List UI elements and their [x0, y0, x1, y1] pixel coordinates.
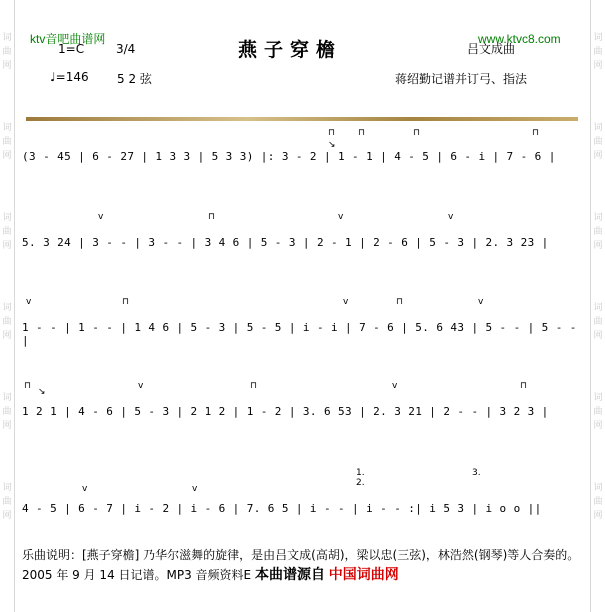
up-bow-mark: ⊓	[413, 128, 421, 138]
notation-text: 1 - - | 1 - - | 1 4 6 | 5 - 3 | 5 - 5 | i - i | 7 - 6 | 5. 6 43 | 5 - - | 5 - - |	[22, 321, 577, 347]
side-glyph: 词	[2, 33, 12, 43]
down-bow-mark: v	[478, 297, 484, 307]
slide-arrow-mark: ↘	[38, 387, 46, 397]
side-glyph: 词	[2, 483, 12, 493]
down-bow-mark: v	[448, 212, 454, 222]
side-glyph: 曲	[593, 317, 603, 327]
side-glyph: 网	[2, 151, 12, 161]
up-bow-mark: ⊓	[24, 381, 32, 391]
side-glyph: 词	[2, 303, 12, 313]
side-glyph: 网	[2, 61, 12, 71]
description-text: 乐曲说明：[燕子穿檐] 乃华尔滋舞的旋律，是由吕文成(高胡)，梁以忠(三弦)，林浩然(钢琴)等人合奏的。2005 年 9 月 14 日记谱。MP3 音频资料E	[22, 548, 580, 582]
down-bow-mark: v	[138, 381, 144, 391]
up-bow-mark: ⊓	[520, 381, 528, 391]
side-glyph: 曲	[593, 137, 603, 147]
side-glyph: 网	[593, 421, 603, 431]
music-line-2	[22, 204, 582, 264]
volta-bracket-second: 3.	[472, 468, 481, 478]
arranger-credit: 蒋绍勤记谱并订弓、指法	[395, 72, 528, 86]
notation-text: (3 - 45 | 6 - 27 | 1 3 3 | 5 3 3) |: 3 - 2 | 1 - 1 | 4 - 5 | 6 - i | 7 - 6 |	[22, 150, 556, 163]
up-bow-mark: ⊓	[358, 128, 366, 138]
side-glyph: 网	[2, 511, 12, 521]
source-site-link[interactable]: 中国词曲网	[328, 567, 399, 583]
side-glyph: 词	[593, 393, 603, 403]
side-glyph: 网	[2, 331, 12, 341]
up-bow-mark: ⊓	[122, 297, 130, 307]
side-glyph: 曲	[2, 317, 12, 327]
down-bow-mark: v	[26, 297, 32, 307]
side-glyph: 词	[593, 33, 603, 43]
key-signature: 1=C	[58, 42, 85, 56]
side-glyph: 词	[2, 123, 12, 133]
up-bow-mark: ⊓	[250, 381, 258, 391]
side-glyph: 词	[593, 213, 603, 223]
score-title: 燕子穿檐	[238, 39, 343, 61]
up-bow-mark: ⊓	[328, 128, 336, 138]
composer-credit: 吕文成曲	[467, 42, 516, 56]
tempo-marking: ♩=146	[50, 70, 89, 84]
side-glyph: 网	[593, 511, 603, 521]
up-bow-mark: ⊓	[396, 297, 404, 307]
side-glyph: 网	[593, 61, 603, 71]
side-glyph: 词	[2, 213, 12, 223]
time-signature: 3/4	[116, 42, 136, 56]
up-bow-mark: ⊓	[208, 212, 216, 222]
side-glyph: 曲	[2, 497, 12, 507]
notation-text: 5. 3 24 | 3 - - | 3 - - | 3 4 6 | 5 - 3 | 2 - 1 | 2 - 6 | 5 - 3 | 2. 3 23 |	[22, 236, 549, 249]
notation-text: 4 - 5 | 6 - 7 | i - 2 | i - 6 | 7. 6 5 | i - - | i - - :| i 5 3 | i o o ||	[22, 502, 542, 515]
side-glyph: 词	[593, 123, 603, 133]
down-bow-mark: v	[98, 212, 104, 222]
music-line-4	[22, 375, 582, 435]
side-glyph: 曲	[593, 407, 603, 417]
score-description	[22, 545, 587, 585]
side-glyph: 网	[593, 331, 603, 341]
watermark-right: www.ktvc8.com	[478, 32, 561, 46]
left-side-column	[0, 0, 15, 612]
down-bow-mark: v	[82, 484, 88, 494]
music-line-1	[22, 118, 582, 178]
down-bow-mark: v	[338, 212, 344, 222]
slide-arrow-mark: ↘	[328, 140, 336, 150]
string-tuning: 5 2 弦	[117, 72, 152, 86]
music-line-5	[22, 462, 582, 522]
side-glyph: 词	[593, 483, 603, 493]
side-glyph: 曲	[2, 227, 12, 237]
source-label: 本曲谱源自	[254, 567, 325, 583]
side-glyph: 词	[593, 303, 603, 313]
side-glyph: 词	[2, 393, 12, 403]
side-glyph: 曲	[2, 47, 12, 57]
notation-text: 1 2 1 | 4 - 6 | 5 - 3 | 2 1 2 | 1 - 2 | 3. 6 53 | 2. 3 21 | 2 - - | 3 2 3 |	[22, 405, 549, 418]
down-bow-mark: v	[392, 381, 398, 391]
side-glyph: 网	[2, 241, 12, 251]
side-glyph: 曲	[593, 47, 603, 57]
right-side-column	[590, 0, 605, 612]
watermark-left: ktv音吧曲谱网	[30, 32, 106, 46]
down-bow-mark: v	[192, 484, 198, 494]
down-bow-mark: v	[343, 297, 349, 307]
up-bow-mark: ⊓	[532, 128, 540, 138]
volta-bracket-first: 1. 2.	[356, 468, 365, 488]
side-glyph: 曲	[2, 137, 12, 147]
side-glyph: 网	[593, 151, 603, 161]
side-glyph: 网	[2, 421, 12, 431]
side-glyph: 曲	[593, 227, 603, 237]
music-line-3	[22, 289, 582, 349]
side-glyph: 曲	[2, 407, 12, 417]
side-glyph: 曲	[593, 497, 603, 507]
side-glyph: 网	[593, 241, 603, 251]
